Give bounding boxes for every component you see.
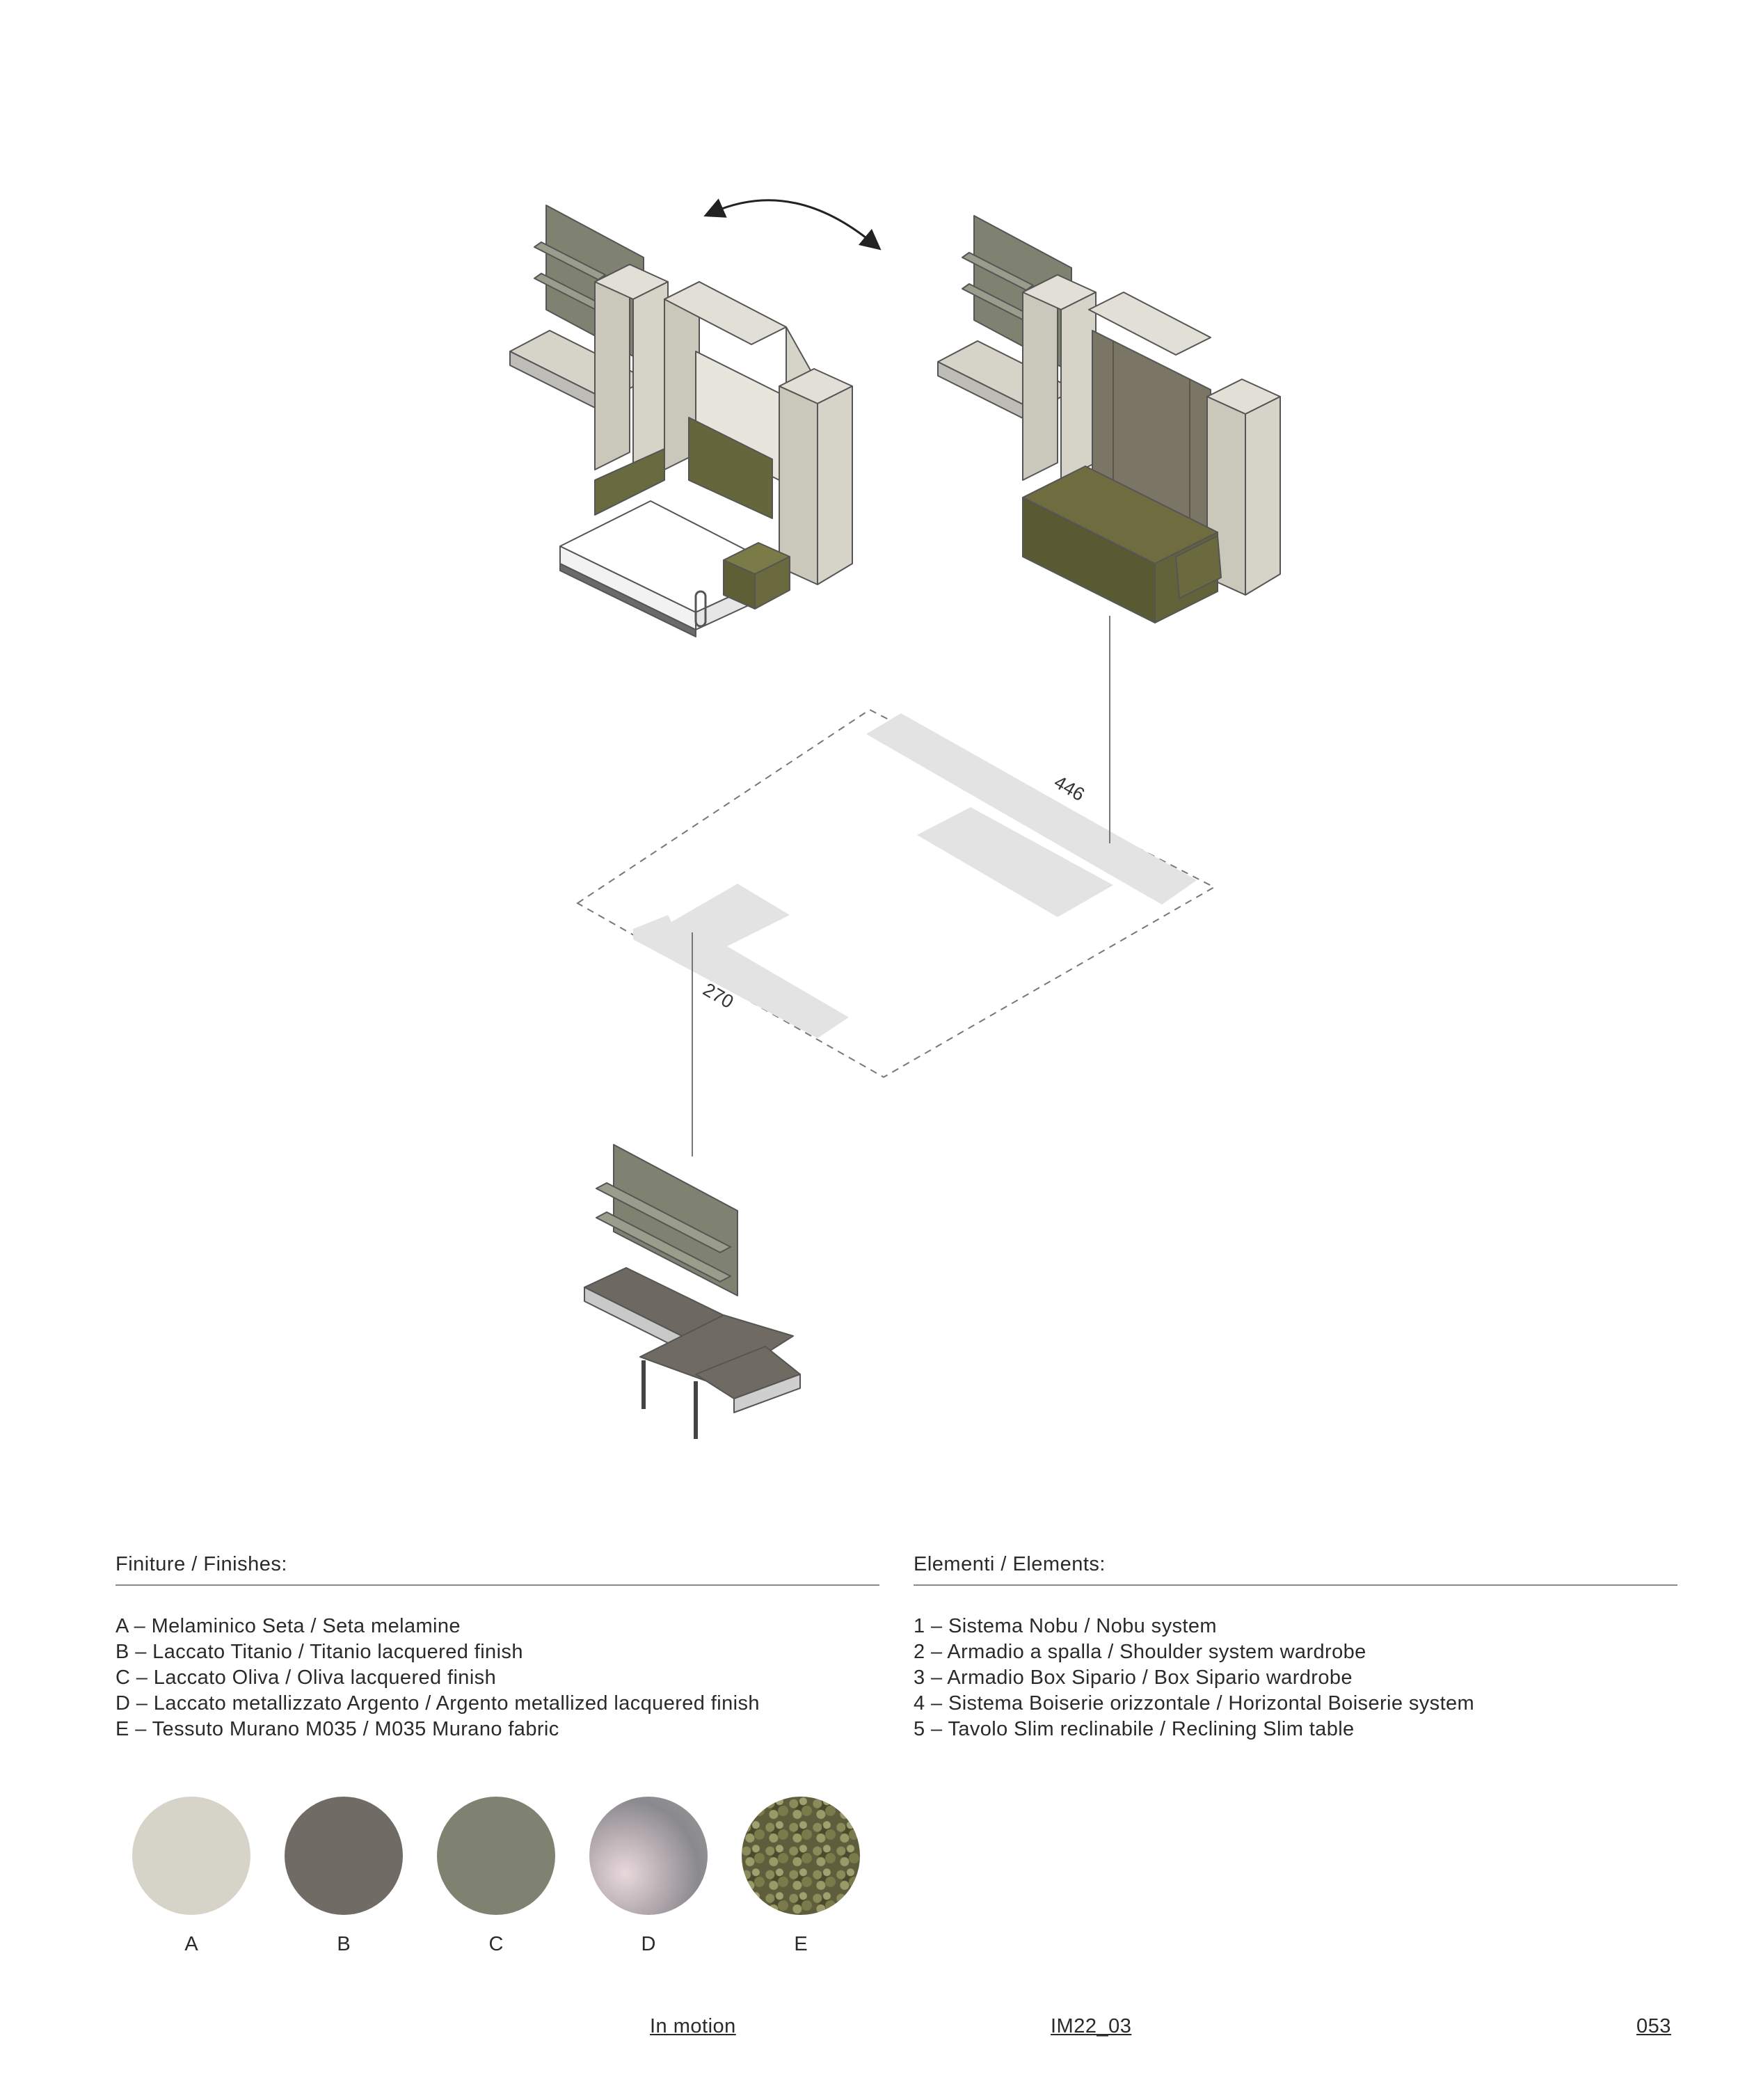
elements-title: Elementi / Elements: bbox=[914, 1553, 1677, 1586]
swatch-c bbox=[437, 1797, 555, 1915]
swatch-e bbox=[742, 1797, 860, 1915]
finish-swatches bbox=[132, 1797, 898, 1955]
dimension-short: 270 bbox=[699, 978, 738, 1013]
desk-configuration bbox=[584, 1145, 800, 1439]
swatch-label-b: B bbox=[337, 1933, 351, 1955]
finish-item-d: D – Laccato metallizzato Argento / Argento metallized lacquered finish bbox=[115, 1692, 760, 1715]
finishes-title: Finiture / Finishes: bbox=[115, 1553, 879, 1586]
dimension-long: 446 bbox=[1051, 771, 1089, 806]
bed-configuration bbox=[510, 205, 852, 637]
element-item-3: 3 – Armadio Box Sipario / Box Sipario wardrobe bbox=[914, 1667, 1353, 1689]
swatch-a bbox=[132, 1797, 250, 1915]
footer-section-link[interactable]: In motion bbox=[650, 2015, 736, 2037]
swatch-d bbox=[589, 1797, 708, 1915]
footer-page-number[interactable]: 053 bbox=[1636, 2015, 1671, 2037]
footer-code-link[interactable]: IM22_03 bbox=[1051, 2015, 1132, 2037]
swatch-label-a: A bbox=[184, 1933, 198, 1955]
element-item-1: 1 – Sistema Nobu / Nobu system bbox=[914, 1615, 1217, 1637]
finish-item-c: C – Laccato Oliva / Oliva lacquered finish bbox=[115, 1667, 497, 1689]
element-item-4: 4 – Sistema Boiserie orizzontale / Horizontal Boiserie system bbox=[914, 1692, 1475, 1715]
floor-plan bbox=[577, 710, 1214, 1077]
swatch-label-e: E bbox=[794, 1933, 808, 1955]
swatch-label-d: D bbox=[641, 1933, 656, 1955]
finishes-list bbox=[115, 1614, 879, 1742]
elements-list bbox=[914, 1614, 1677, 1742]
finish-item-e: E – Tessuto Murano M035 / M035 Murano fabric bbox=[115, 1718, 559, 1740]
swatch-label-c: C bbox=[488, 1933, 504, 1955]
elements-section bbox=[914, 1553, 1677, 1742]
sofa-configuration bbox=[938, 216, 1280, 623]
swatch-b bbox=[285, 1797, 403, 1915]
rotate-arrow-icon bbox=[713, 200, 873, 244]
element-item-5: 5 – Tavolo Slim reclinabile / Reclining Slim table bbox=[914, 1718, 1355, 1740]
finishes-section bbox=[115, 1553, 879, 1742]
finish-item-b: B – Laccato Titanio / Titanio lacquered finish bbox=[115, 1641, 523, 1663]
finish-item-a: A – Melaminico Seta / Seta melamine bbox=[115, 1615, 461, 1637]
plan-desk-area bbox=[633, 884, 849, 1038]
element-item-2: 2 – Armadio a spalla / Shoulder system wardrobe bbox=[914, 1641, 1366, 1663]
